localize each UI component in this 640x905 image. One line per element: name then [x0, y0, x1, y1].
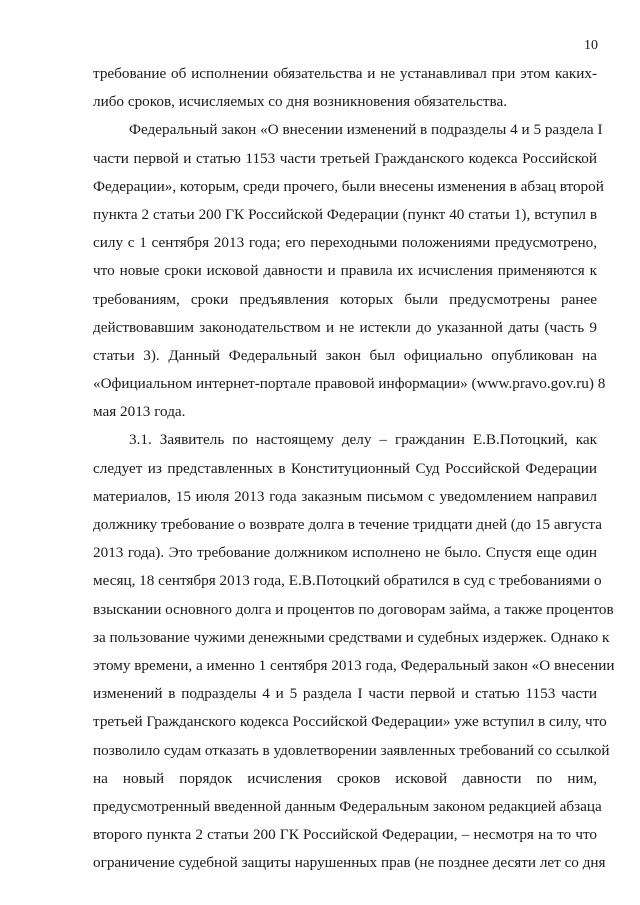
text-line: этому времени, а именно 1 сентября 2013 года, Федеральный закон «О внесении — [93, 656, 615, 674]
text-line: третьей Гражданского кодекса Российской Федерации» уже вступил в силу, что — [93, 713, 607, 731]
text-line: второго пункта 2 статьи 200 ГК Российской Федерации, – несмотря на то что — [93, 826, 597, 844]
text-line: следует из представленных в Конституционный Суд Российской Федерации — [93, 459, 597, 477]
text-line: предусмотренный введенной данным Федеральным законом редакцией абзаца — [93, 797, 602, 815]
text-line: «Официальном интернет-портале правовой информации» (www.pravo.gov.ru) 8 — [93, 375, 606, 393]
text-line: силу с 1 сентября 2013 года; его переходными положениями предусмотрено, — [93, 234, 597, 252]
text-line: позволило судам отказать в удовлетворении заявленных требований со ссылкой — [93, 741, 610, 759]
text-line: действовавшим законодательством и не истекли до указанной даты (часть 9 — [93, 318, 597, 336]
text-line: Федерации», которым, среди прочего, были внесены изменения в абзац второй — [93, 177, 604, 195]
text-line: требование об исполнении обязательства и не устанавливал при этом каких- — [93, 65, 597, 82]
text-line: Федеральный закон «О внесении изменений в подразделы 4 и 5 раздела I — [129, 121, 603, 139]
text-line: на новый порядок исчисления сроков исковой давности по ним, — [93, 769, 597, 787]
text-line: должнику требование о возврате долга в течение тридцати дней (до 15 августа — [93, 516, 602, 533]
text-line: 2013 года). Это требование должником исполнено не было. Спустя еще один — [93, 544, 597, 562]
text-line: требованиям, сроки предъявления которых были предусмотрены ранее — [93, 290, 597, 308]
text-line: месяц, 18 сентября 2013 года, Е.В.Потоцкий обратился в суд с требованиями о — [93, 572, 602, 590]
text-line: материалов, 15 июля 2013 года заказным письмом с уведомлением направил — [93, 487, 597, 505]
text-line: что новые сроки исковой давности и правила их исчисления применяются к — [93, 262, 597, 280]
text-line: за пользование чужими денежными средствами и судебных издержек. Однако к — [93, 628, 610, 646]
text-line: мая 2013 года. — [93, 403, 186, 421]
text-line: взыскании основного долга и процентов по договорам займа, а также процентов — [93, 600, 614, 618]
text-line: 3.1. Заявитель по настоящему делу – гражданин Е.В.Потоцкий, как — [129, 431, 597, 449]
text-line: пункта 2 статьи 200 ГК Российской Федерации (пункт 40 статьи 1), вступил в — [93, 205, 597, 223]
paragraph — [93, 116, 606, 426]
page-number: 10 — [584, 38, 598, 53]
text-line: статьи 3). Данный Федеральный закон был официально опубликован на — [93, 346, 597, 364]
text-line: изменений в подразделы 4 и 5 раздела I части первой и статью 1153 части — [93, 685, 597, 703]
document-body — [93, 60, 615, 877]
text-line: части первой и статью 1153 части третьей Гражданского кодекса Российской — [93, 149, 597, 167]
text-line: либо сроков, исчисляемых со дня возникновения обязательства. — [93, 93, 507, 111]
paragraph — [93, 60, 597, 116]
paragraph — [93, 426, 615, 877]
text-line: ограничение судебной защиты нарушенных прав (не позднее десяти лет со дня — [93, 854, 606, 872]
